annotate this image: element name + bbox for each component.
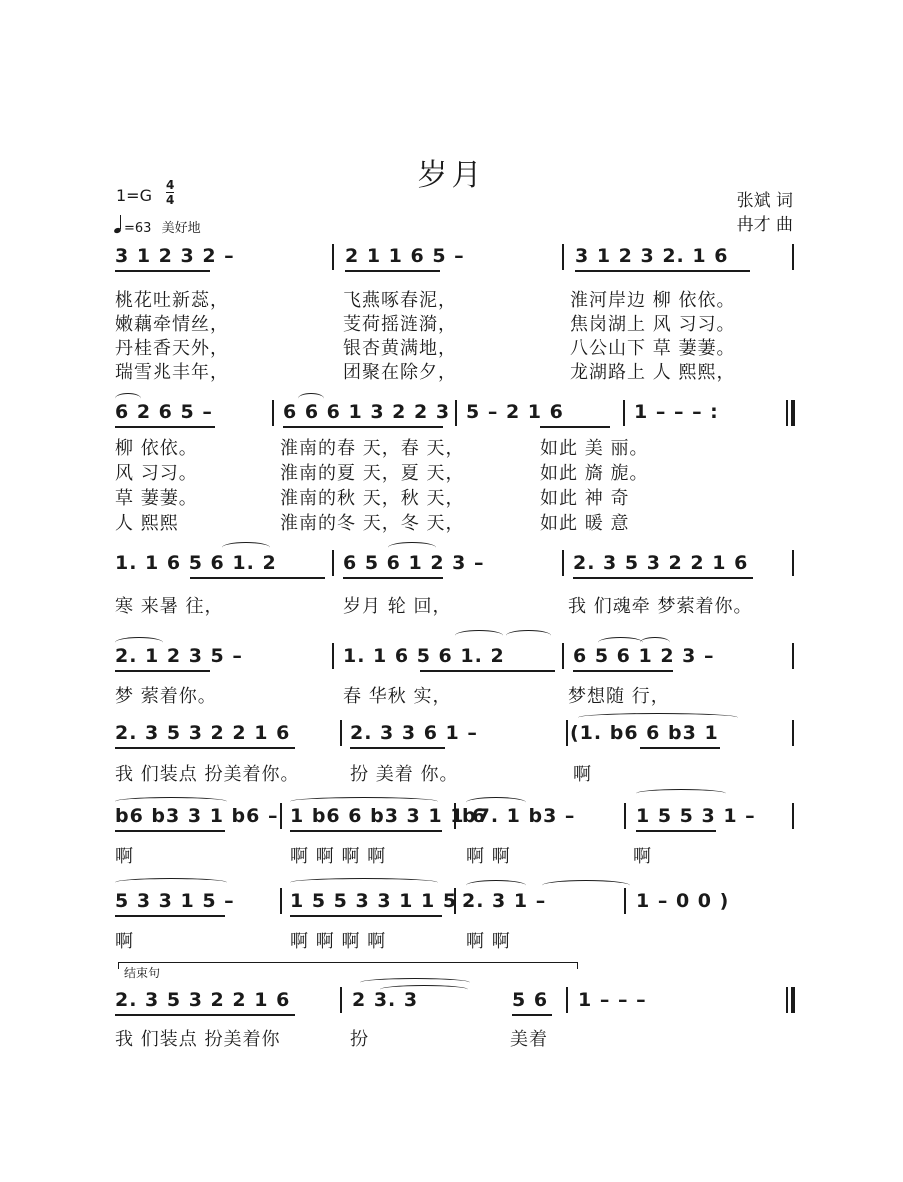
beam [573, 670, 673, 672]
lyric-verse-4b: 淮南的冬 天，冬 天， [280, 513, 465, 534]
measure: 1 – – – [578, 989, 647, 1011]
time-signature-bottom: 4 [166, 193, 175, 207]
measure: 1. 1 6 5 6 1. 2 [343, 645, 505, 667]
barline [792, 550, 794, 576]
beam [636, 830, 716, 832]
lyric-verse-1a: 桃花吐新蕊， [115, 290, 229, 311]
measure: 1 5 5 3 3 1 1 5 [290, 890, 458, 912]
lyric-verse-3b: 淮南的秋 天，秋 天， [280, 488, 465, 509]
barline [562, 643, 564, 669]
beam [540, 426, 610, 428]
lyric-line: 啊 啊 [466, 931, 511, 952]
barline [562, 244, 564, 270]
measure: 6 2 6 5 – [115, 401, 213, 423]
beam [345, 270, 440, 272]
measure: 1. 1 6 5 6 1. 2 [115, 552, 277, 574]
tempo-marking [114, 217, 201, 236]
measure: 1 b6 6 b3 3 1 1 6 [290, 805, 487, 827]
song-title: 岁月 [417, 158, 486, 193]
measure: 2. 3 5 3 2 2 1 6 [115, 989, 291, 1011]
slur-arc [115, 878, 227, 887]
barline [455, 400, 457, 426]
time-signature [166, 178, 174, 207]
measure: 5 3 3 1 5 – [115, 890, 235, 912]
key-signature: 1=G [116, 186, 152, 205]
beam [115, 1014, 295, 1016]
slur-arc [455, 630, 503, 641]
slur-arc [636, 789, 726, 798]
beam [115, 670, 210, 672]
measure: 6 5 6 1 2 3 – [343, 552, 485, 574]
measure: b7. 1 b3 – [462, 805, 576, 827]
lyric-verse-4b: 团聚在除夕， [343, 362, 457, 383]
measure: b6 b3 3 1 b6 – [115, 805, 279, 827]
lyricist-credit: 张斌 词 [736, 191, 793, 211]
final-barline-thick [791, 987, 795, 1013]
lyric-verse-2b: 芰荷摇涟漪， [343, 314, 457, 335]
barline [792, 720, 794, 746]
beam [190, 577, 325, 579]
lyric-line: 我 们装点 扮美着你。 [115, 764, 300, 785]
lyric-verse-1b: 飞燕啄春泥， [343, 290, 457, 311]
lyric-line: 啊 [115, 846, 134, 867]
lyric-line: 梦 萦着你。 [115, 686, 217, 707]
final-barline-thin [786, 987, 788, 1013]
time-signature-top: 4 [166, 178, 175, 192]
measure: 2 3. 3 [352, 989, 419, 1011]
beam [283, 426, 443, 428]
lyric-verse-4a: 瑞雪兆丰年， [115, 362, 229, 383]
ending-bracket [118, 962, 578, 969]
beam [290, 830, 442, 832]
beam [420, 670, 555, 672]
beam [115, 747, 295, 749]
beam [640, 747, 720, 749]
barline [624, 803, 626, 829]
measure: 1 5 5 3 1 – [636, 805, 756, 827]
beam [115, 426, 215, 428]
lyric-line: 扮 美着 你。 [350, 764, 459, 785]
measure: 6 6 6 1 3 2 2 3 [283, 401, 451, 423]
lyric-line: 美着 [510, 1029, 548, 1050]
lyric-verse-4a: 人 熙熙 [115, 513, 179, 534]
barline [792, 803, 794, 829]
measure: 3 1 2 3 2 – [115, 245, 235, 267]
lyric-verse-2c: 如此 旖 旎。 [540, 463, 649, 484]
final-repeat-barline-thin [786, 400, 788, 426]
barline [562, 550, 564, 576]
barline [280, 803, 282, 829]
barline [332, 643, 334, 669]
measure: 2. 1 2 3 5 – [115, 645, 243, 667]
measure: 2. 3 5 3 2 2 1 6 [573, 552, 749, 574]
measure: 5 – 2 1 6 [466, 401, 564, 423]
final-repeat-barline-thick [791, 400, 795, 426]
measure: 6 5 6 1 2 3 – [573, 645, 715, 667]
composer-credit: 冉才 曲 [736, 215, 793, 235]
lyric-verse-4c: 龙湖路上 人 熙熙， [570, 362, 736, 383]
lyric-line: 啊 [573, 764, 592, 785]
lyric-verse-1c: 淮河岸边 柳 依依。 [570, 290, 736, 311]
lyric-verse-2c: 焦岗湖上 风 习习。 [570, 314, 736, 335]
lyric-verse-3a: 丹桂香天外， [115, 338, 229, 359]
lyric-verse-1a: 柳 依依。 [115, 438, 198, 459]
note-stem-icon [120, 215, 121, 229]
lyric-line: 岁月 轮 回， [343, 596, 452, 617]
lyric-verse-2a: 风 习习。 [115, 463, 198, 484]
tie-arc [542, 880, 630, 891]
ending-label: 结束句 [124, 966, 161, 980]
beam [115, 915, 225, 917]
measure: 5 6 [512, 989, 549, 1011]
beam [115, 270, 210, 272]
slur-arc [290, 878, 438, 887]
barline [340, 987, 342, 1013]
beam [575, 270, 750, 272]
lyric-line: 我 们魂牵 梦萦着你。 [568, 596, 753, 617]
barline [332, 244, 334, 270]
barline [272, 400, 274, 426]
measure: (1. b6 6 b3 1 [570, 722, 719, 744]
barline [566, 720, 568, 746]
lyric-line: 梦想随 行， [568, 686, 670, 707]
beam [512, 1014, 552, 1016]
lyric-verse-1b: 淮南的春 天，春 天， [280, 438, 465, 459]
lyric-line: 啊 [115, 931, 134, 952]
lyric-line: 扮 [350, 1029, 369, 1050]
barline [280, 888, 282, 914]
lyric-verse-3c: 如此 神 奇 [540, 488, 630, 509]
barline [624, 888, 626, 914]
measure: 1 – 0 0 ) [636, 890, 730, 912]
measure: 2 1 1 6 5 – [345, 245, 465, 267]
slur-arc [506, 630, 551, 641]
lyric-verse-3b: 银杏黄满地， [343, 338, 457, 359]
beam [290, 915, 442, 917]
measure: 2. 3 3 6 1 – [350, 722, 478, 744]
measure: 1 – – – : [634, 401, 719, 423]
beam [573, 577, 753, 579]
tempo-expression: 美好地 [161, 221, 201, 236]
barline [792, 244, 794, 270]
lyric-line: 啊 啊 [466, 846, 511, 867]
lyric-line: 啊 [633, 846, 652, 867]
lyric-verse-1c: 如此 美 丽。 [540, 438, 649, 459]
beam [350, 747, 445, 749]
slur-arc [578, 713, 738, 722]
measure: 2. 3 5 3 2 2 1 6 [115, 722, 291, 744]
lyric-verse-4c: 如此 暖 意 [540, 513, 630, 534]
barline [332, 550, 334, 576]
lyric-verse-2a: 嫩藕牵情丝， [115, 314, 229, 335]
barline [340, 720, 342, 746]
beam [115, 830, 225, 832]
lyric-verse-3c: 八公山下 草 萋萋。 [570, 338, 736, 359]
lyric-line: 寒 来暑 往， [115, 596, 224, 617]
barline [792, 643, 794, 669]
measure: 3 1 2 3 2. 1 6 [575, 245, 729, 267]
lyric-line: 啊 啊 啊 啊 [290, 846, 387, 867]
lyric-verse-3a: 草 萋萋。 [115, 488, 198, 509]
barline [566, 987, 568, 1013]
barline [623, 400, 625, 426]
lyric-line: 我 们装点 扮美着你 [115, 1029, 281, 1050]
lyric-line: 啊 啊 啊 啊 [290, 931, 387, 952]
beam [343, 577, 443, 579]
tempo-bpm: =63 [124, 221, 152, 236]
measure: 2. 3 1 – [462, 890, 547, 912]
lyric-line: 春 华秋 实， [343, 686, 452, 707]
lyric-verse-2b: 淮南的夏 天，夏 天， [280, 463, 465, 484]
